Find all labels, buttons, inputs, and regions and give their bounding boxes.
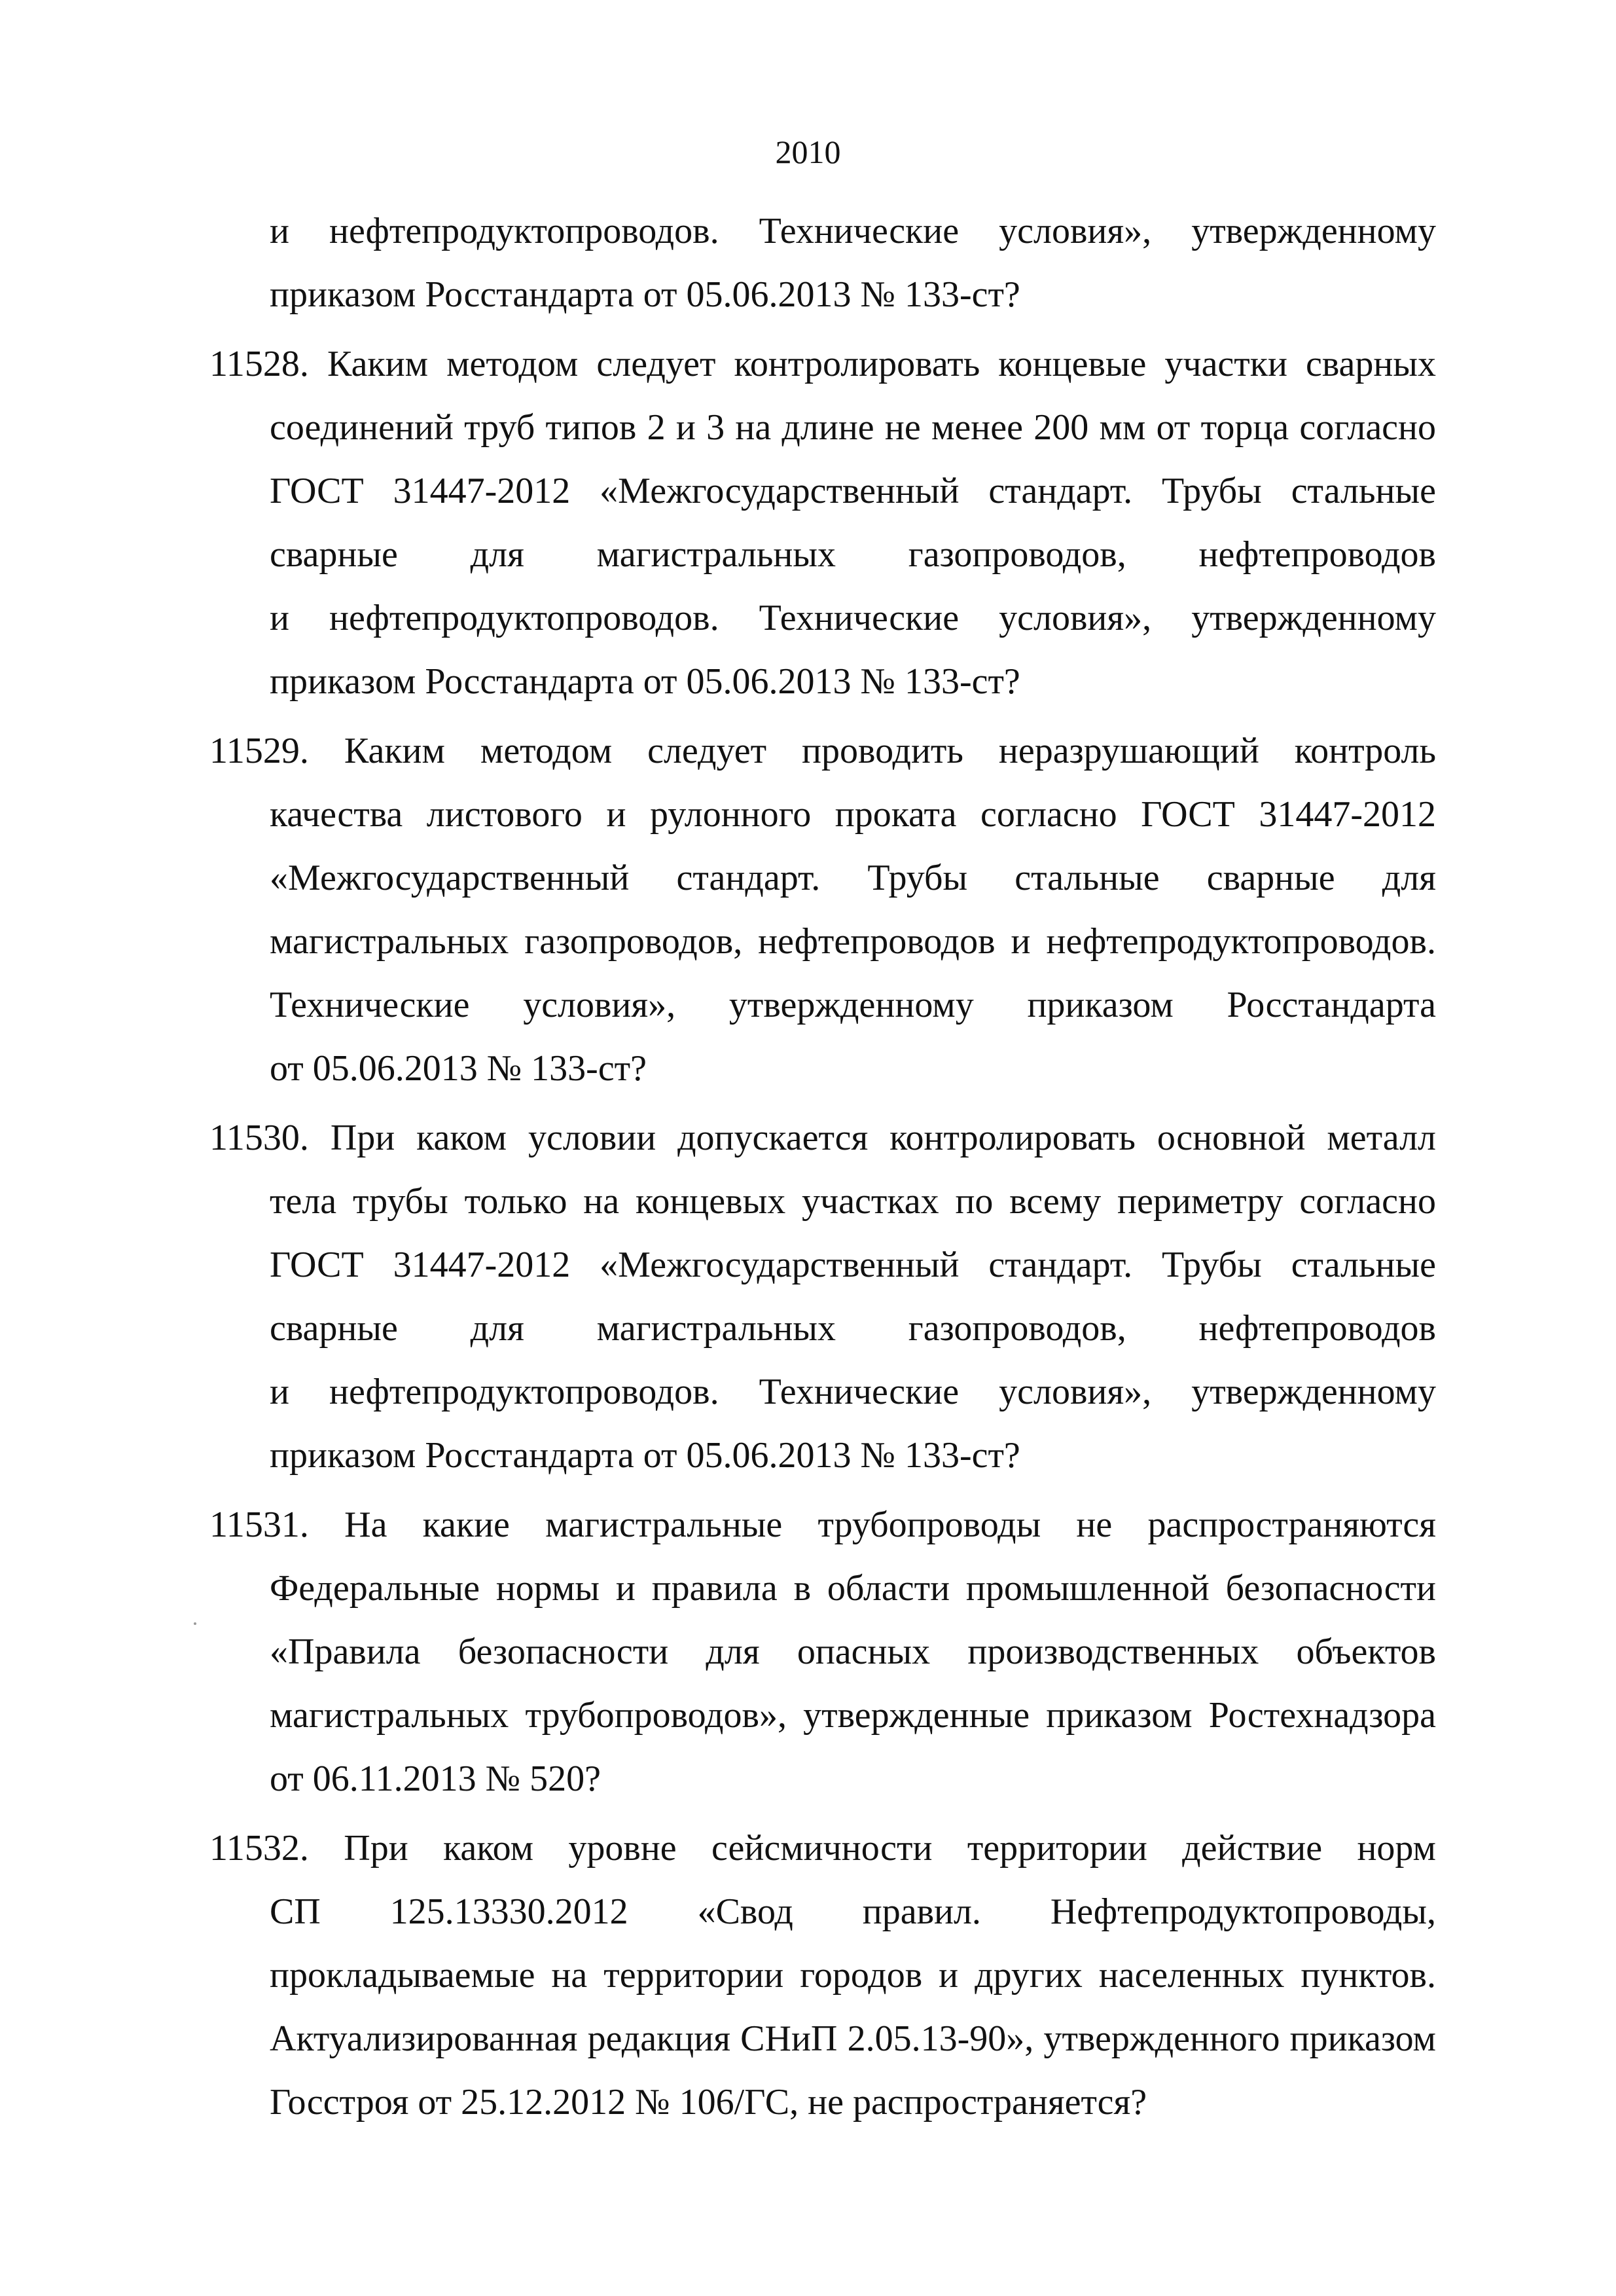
text-line: Актуализированная редакция СНиП 2.05.13-90», утвержденного приказом [270,2018,1436,2059]
text-line: сварные для магистральных газопроводов, нефтепроводов [270,1308,1436,1349]
text-line: Технические условия», утвержденному приказом Росстандарта [270,985,1436,1025]
text-line: от 06.11.2013 № 520? [270,1758,601,1799]
text-line: СП 125.13330.2012 «Свод правил. Нефтепродуктопроводы, [270,1891,1436,1932]
question-11530-line: 11530. При каком условии допускается контролировать основной металл [209,1118,1436,1158]
text-line: Федеральные нормы и правила в области промышленной безопасности [270,1568,1436,1609]
text-line: ГОСТ 31447-2012 «Межгосударственный стандарт. Трубы стальные [270,471,1436,511]
text-line: и нефтепродуктопроводов. Технические условия», утвержденному [270,211,1436,251]
text-line: Госстроя от 25.12.2012 № 106/ГС, не распространяется? [270,2082,1147,2123]
text-line: и нефтепродуктопроводов. Технические условия», утвержденному [270,1372,1436,1412]
text-line: «Межгосударственный стандарт. Трубы стальные сварные для [270,858,1436,898]
text-line: соединений труб типов 2 и 3 на длине не менее 200 мм от торца согласно [270,407,1436,448]
text-line: ГОСТ 31447-2012 «Межгосударственный стандарт. Трубы стальные [270,1245,1436,1285]
text-line: «Правила безопасности для опасных производственных объектов [270,1631,1436,1672]
question-11532-line: 11532. При каком уровне сейсмичности территории действие норм [209,1828,1436,1868]
text-line: приказом Росстандарта от 05.06.2013 № 133-ст? [270,661,1020,702]
page-number: 2010 [775,134,841,170]
question-11529-line: 11529. Каким методом следует проводить неразрушающий контроль [209,731,1436,771]
text-line: и нефтепродуктопроводов. Технические условия», утвержденному [270,598,1436,638]
question-11528-line: 11528. Каким методом следует контролировать концевые участки сварных [209,344,1436,384]
text-line: сварные для магистральных газопроводов, нефтепроводов [270,534,1436,575]
text-line: приказом Росстандарта от 05.06.2013 № 133-ст? [270,274,1020,315]
question-11531-line: 11531. На какие магистральные трубопроводы не распространяются [209,1504,1436,1545]
text-line: качества листового и рулонного проката согласно ГОСТ 31447-2012 [270,794,1436,835]
text-line: магистральных газопроводов, нефтепроводов и нефтепродуктопроводов. [270,921,1436,962]
text-line: от 05.06.2013 № 133-ст? [270,1048,647,1089]
text-line: приказом Росстандарта от 05.06.2013 № 133-ст? [270,1435,1020,1476]
text-line: тела трубы только на концевых участках по всему периметру согласно [270,1181,1436,1222]
text-line: прокладываемые на территории городов и других населенных пунктов. [270,1955,1436,1995]
text-line: магистральных трубопроводов», утвержденные приказом Ростехнадзора [270,1695,1436,1736]
scan-speck [194,1622,196,1625]
